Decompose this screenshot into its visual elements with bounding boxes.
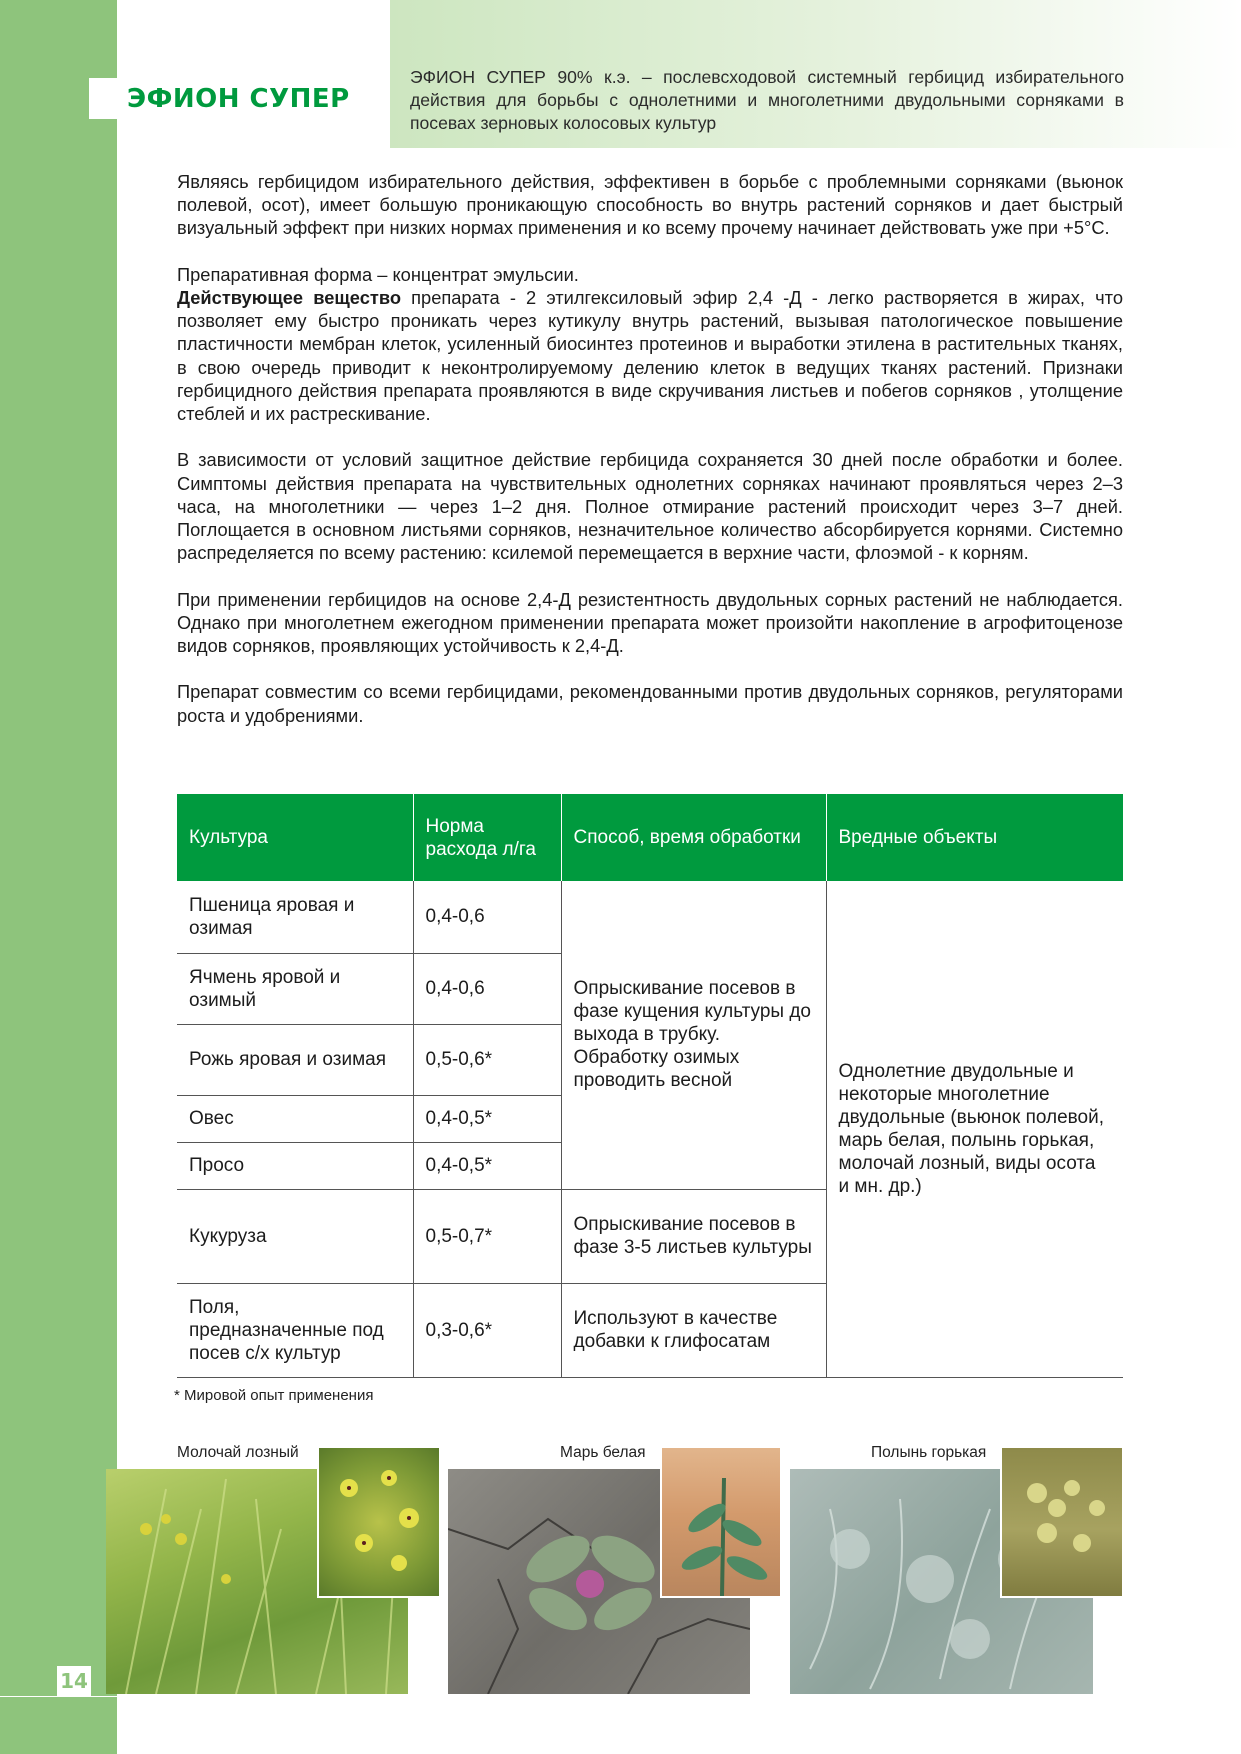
application-table <box>177 794 1123 1378</box>
left-sidebar-band <box>0 0 117 1754</box>
rate-cell: 0,5-0,6* <box>413 1024 561 1095</box>
body-text <box>177 170 1123 750</box>
method-cell-fields: Используют в качестве добавки к глифосатам <box>561 1283 826 1377</box>
crop-cell: Пшеница яровая и озимая <box>177 881 413 953</box>
header-targets: Вредные объекты <box>826 794 1123 881</box>
header-crop: Культура <box>177 794 413 881</box>
page-number-rule <box>0 1696 117 1697</box>
photo-caption-spurge: Молочай лозный <box>177 1444 299 1461</box>
product-title: ЭФИОН СУПЕР <box>127 83 350 114</box>
plant-photo-icon <box>662 1448 780 1596</box>
table-row <box>177 881 1123 953</box>
paragraph-resistance: При применении гербицидов на основе 2,4-Д резистентность двудольных сорных растений не наблюдается. Однако при многолетнем ежегодном применении препарата может произойти накопление в агрофитоценозе видов сорняков, проявляющих устойчивость к 2,4-Д. <box>177 588 1123 657</box>
rate-cell: 0,5-0,7* <box>413 1189 561 1283</box>
header-rate: Норма расхода л/га <box>413 794 561 881</box>
crop-cell: Поля, предназначенные под посев с/х культур <box>177 1283 413 1377</box>
photo-caption-goosefoot: Марь белая <box>560 1444 646 1461</box>
header-method: Способ, время обработки <box>561 794 826 881</box>
photo-spurge-closeup <box>317 1446 441 1598</box>
active-ingredient-text: препарата - 2 этилгексиловый эфир 2,4 -Д - легко растворяется в жирах, что позволяет ему быстро проникать через кутикулу внутрь растений, вызывая патологическое повышение пластичности мембран клеток, усиленный биосинтез протеинов и выработки этилена в растительных тканях, в свою очередь приводит к неконтролируемому делению клеток в ведущих тканях растений. Признаки гербицидного действия препарата проявляются в виде скручивания листьев и побегов сорняков , утолщение стеблей и их растрескивание. <box>177 287 1123 425</box>
crop-cell: Овес <box>177 1095 413 1142</box>
crop-cell: Просо <box>177 1142 413 1189</box>
rate-cell: 0,3-0,6* <box>413 1283 561 1377</box>
crop-cell: Рожь яровая и озимая <box>177 1024 413 1095</box>
paragraph-compatibility: Препарат совместим со всеми гербицидами, рекомендованными против двудольных сорняков, регуляторами роста и удобрениями. <box>177 681 1123 726</box>
page-number: 14 <box>57 1666 91 1696</box>
photo-caption-wormwood: Полынь горькая <box>871 1444 987 1461</box>
table-header-row <box>177 794 1123 881</box>
product-title-box <box>89 78 353 119</box>
buds-photo-icon <box>1002 1448 1122 1596</box>
rate-cell: 0,4-0,6 <box>413 881 561 953</box>
rate-cell: 0,4-0,6 <box>413 953 561 1024</box>
paragraph-active-ingredient <box>177 286 1123 425</box>
paragraph-duration: В зависимости от условий защитное действие гербицида сохраняется 30 дней после обработки и более. Симптомы действия препарата на чувствительных однолетних сорняках начинают проявляться через 2–3 часа, на многолетники — через 1–2 дня. Полное отмирание растений происходит через 3–7 дней. Поглощается в основном листьями сорняков, незначительное количество абсорбируется корнями. Системно распределяется по всему растению: ксилемой перемещается в верхние части, флоэмой - к корням. <box>177 449 1123 564</box>
crop-cell: Ячмень яровой и озимый <box>177 953 413 1024</box>
paragraph-formulation: Препаративная форма – концентрат эмульсии. <box>177 263 579 285</box>
crop-cell: Кукуруза <box>177 1189 413 1283</box>
active-ingredient-label: Действующее вещество <box>177 287 402 308</box>
method-cell-corn: Опрыскивание посевов в фазе 3-5 листьев культуры <box>561 1189 826 1283</box>
method-cell-cereals: Опрыскивание посевов в фазе кущения культуры до выхода в трубку. Обработку озимых проводить весной <box>561 881 826 1189</box>
product-intro: ЭФИОН СУПЕР 90% к.э. – послевсходовой системный гербицид избирательного действия для борьбы с однолетними и многолетними двудольными сорняками в посевах зерновых колосовых культур <box>410 67 1124 133</box>
rate-cell: 0,4-0,5* <box>413 1095 561 1142</box>
photo-goosefoot-closeup <box>660 1446 782 1598</box>
flower-photo-icon <box>319 1448 439 1596</box>
photo-wormwood-closeup <box>1000 1446 1124 1598</box>
rate-cell: 0,4-0,5* <box>413 1142 561 1189</box>
footnote: * Мировой опыт применения <box>174 1387 374 1404</box>
paragraph-selectivity: Являясь гербицидом избирательного действия, эффективен в борьбе с проблемными сорняками (вьюнок полевой, осот), имеет большую проникающую способность во внутрь растений сорняков и дает быстрый визуальный эффект при низких нормах применения и ко всему прочему начинает действовать уже при +5°С. <box>177 171 1123 239</box>
targets-cell: Однолетние двудольные и некоторые многолетние двудольные (вьюнок полевой, марь белая, полынь горькая, молочай лозный, виды осота и мн. др.) <box>826 881 1123 1377</box>
